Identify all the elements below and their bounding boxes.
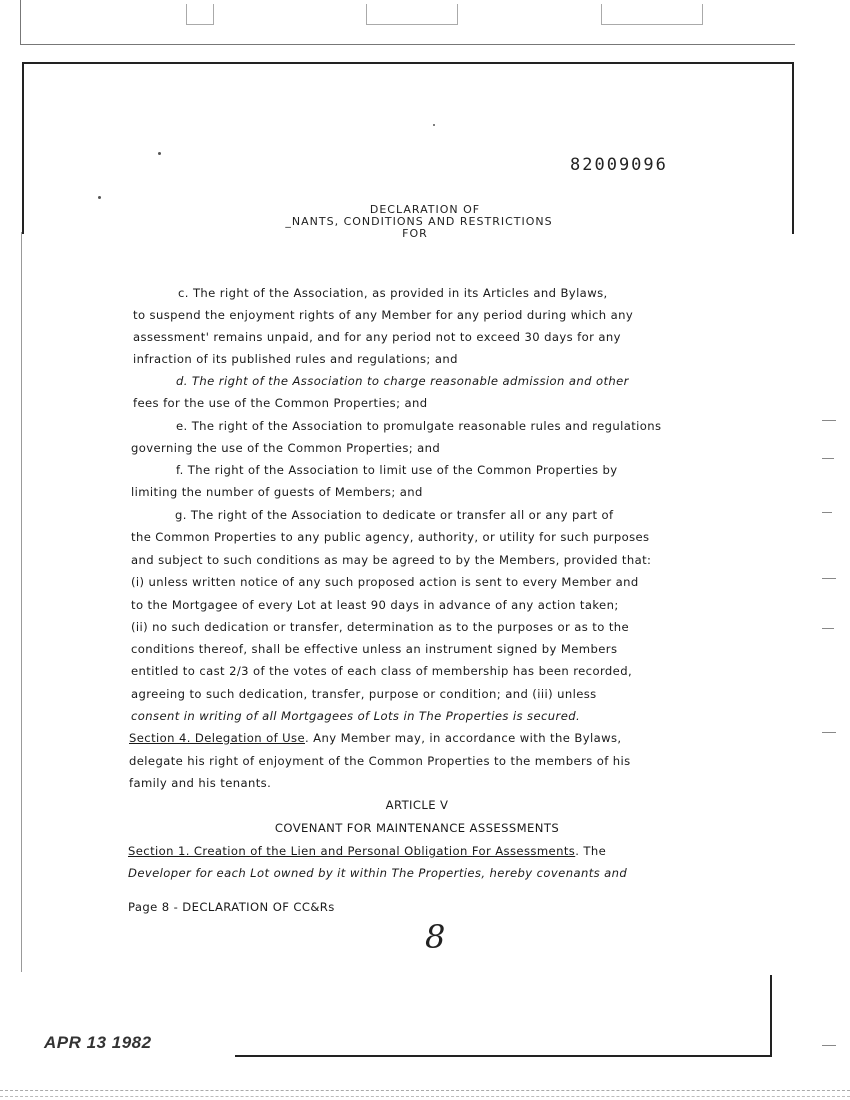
section-4-text: . Any Member may, in accordance with the Bylaws,: [305, 731, 622, 745]
body-line: limiting the number of guests of Members; and: [131, 485, 423, 499]
body-line: fees for the use of the Common Properties; and: [133, 396, 428, 410]
edge-mark: [822, 458, 834, 459]
body-line: assessment' remains unpaid, and for any period not to exceed 30 days for any: [133, 330, 621, 344]
handwritten-page-number: 8: [425, 918, 446, 956]
date-stamp: APR 13 1982: [44, 1033, 152, 1052]
body-line: the Common Properties to any public agency, authority, or utility for such purposes: [131, 530, 650, 544]
scan-bottom-strip: [0, 1090, 850, 1097]
page-footer: Page 8 - DECLARATION OF CC&Rs: [128, 900, 335, 914]
body-line: e. The right of the Association to promulgate reasonable rules and regulations: [176, 419, 662, 433]
body-line: conditions thereof, shall be effective unless an instrument signed by Members: [131, 642, 618, 656]
scan-speck: [98, 196, 101, 199]
section-1-text: . The: [575, 844, 607, 858]
edge-mark: [822, 512, 832, 513]
edge-mark: [822, 628, 834, 629]
body-line: f. The right of the Association to limit use of the Common Properties by: [176, 463, 618, 477]
body-line: to the Mortgagee of every Lot at least 90 days in advance of any action taken;: [131, 598, 619, 612]
body-line: Developer for each Lot owned by it within The Properties, hereby covenants and: [128, 866, 628, 880]
body-line: family and his tenants.: [129, 776, 272, 790]
body-line: delegate his right of enjoyment of the Common Properties to the members of his: [129, 754, 631, 768]
body-line: g. The right of the Association to dedicate or transfer all or any part of: [175, 508, 614, 522]
edge-mark: [822, 578, 836, 579]
header-line-1: DECLARATION OF: [369, 203, 481, 216]
body-line: consent in writing of all Mortgagees of Lots in The Properties is secured.: [131, 709, 581, 723]
header-line-3: FOR: [402, 227, 428, 240]
body-line: c. The right of the Association, as provided in its Articles and Bylaws,: [178, 286, 608, 300]
body-line: governing the use of the Common Properties; and: [131, 441, 441, 455]
scan-speck: [433, 124, 435, 126]
body-line: (ii) no such dedication or transfer, determination as to the purposes or as to the: [131, 620, 630, 634]
document-number: 82009096: [570, 155, 668, 175]
article-heading: ARTICLE V: [385, 798, 449, 812]
section-1-heading: Section 1. Creation of the Lien and Personal Obligation For Assessments: [128, 844, 576, 858]
edge-mark: [822, 1045, 836, 1046]
section-1-line: [128, 844, 606, 858]
left-margin-rule: [21, 232, 22, 972]
edge-mark: [822, 420, 836, 421]
document-header: [0, 204, 850, 240]
body-line: entitled to cast 2/3 of the votes of each class of membership has been recorded,: [131, 664, 633, 678]
body-line: (i) unless written notice of any such proposed action is sent to every Member and: [131, 575, 639, 589]
bottom-rule: [235, 1055, 772, 1057]
body-line: and subject to such conditions as may be agreed to by the Members, provided that:: [131, 553, 652, 567]
scan-speck: [158, 152, 161, 155]
article-title: COVENANT FOR MAINTENANCE ASSESSMENTS: [274, 821, 560, 835]
body-line: to suspend the enjoyment rights of any Member for any period during which any: [133, 308, 634, 322]
body-line: agreeing to such dedication, transfer, purpose or condition; and (iii) unless: [131, 687, 597, 701]
body-line: infraction of its published rules and regulations; and: [133, 352, 458, 366]
edge-mark: [822, 732, 836, 733]
body-line: d. The right of the Association to charge reasonable admission and other: [176, 374, 629, 388]
section-4-heading: Section 4. Delegation of Use: [129, 731, 305, 745]
header-line-2: _NANTS, CONDITIONS AND RESTRICTIONS: [285, 215, 553, 228]
right-bracket: [770, 975, 772, 1055]
scan-top-strip: [20, 0, 795, 45]
section-4-line: [129, 731, 622, 745]
